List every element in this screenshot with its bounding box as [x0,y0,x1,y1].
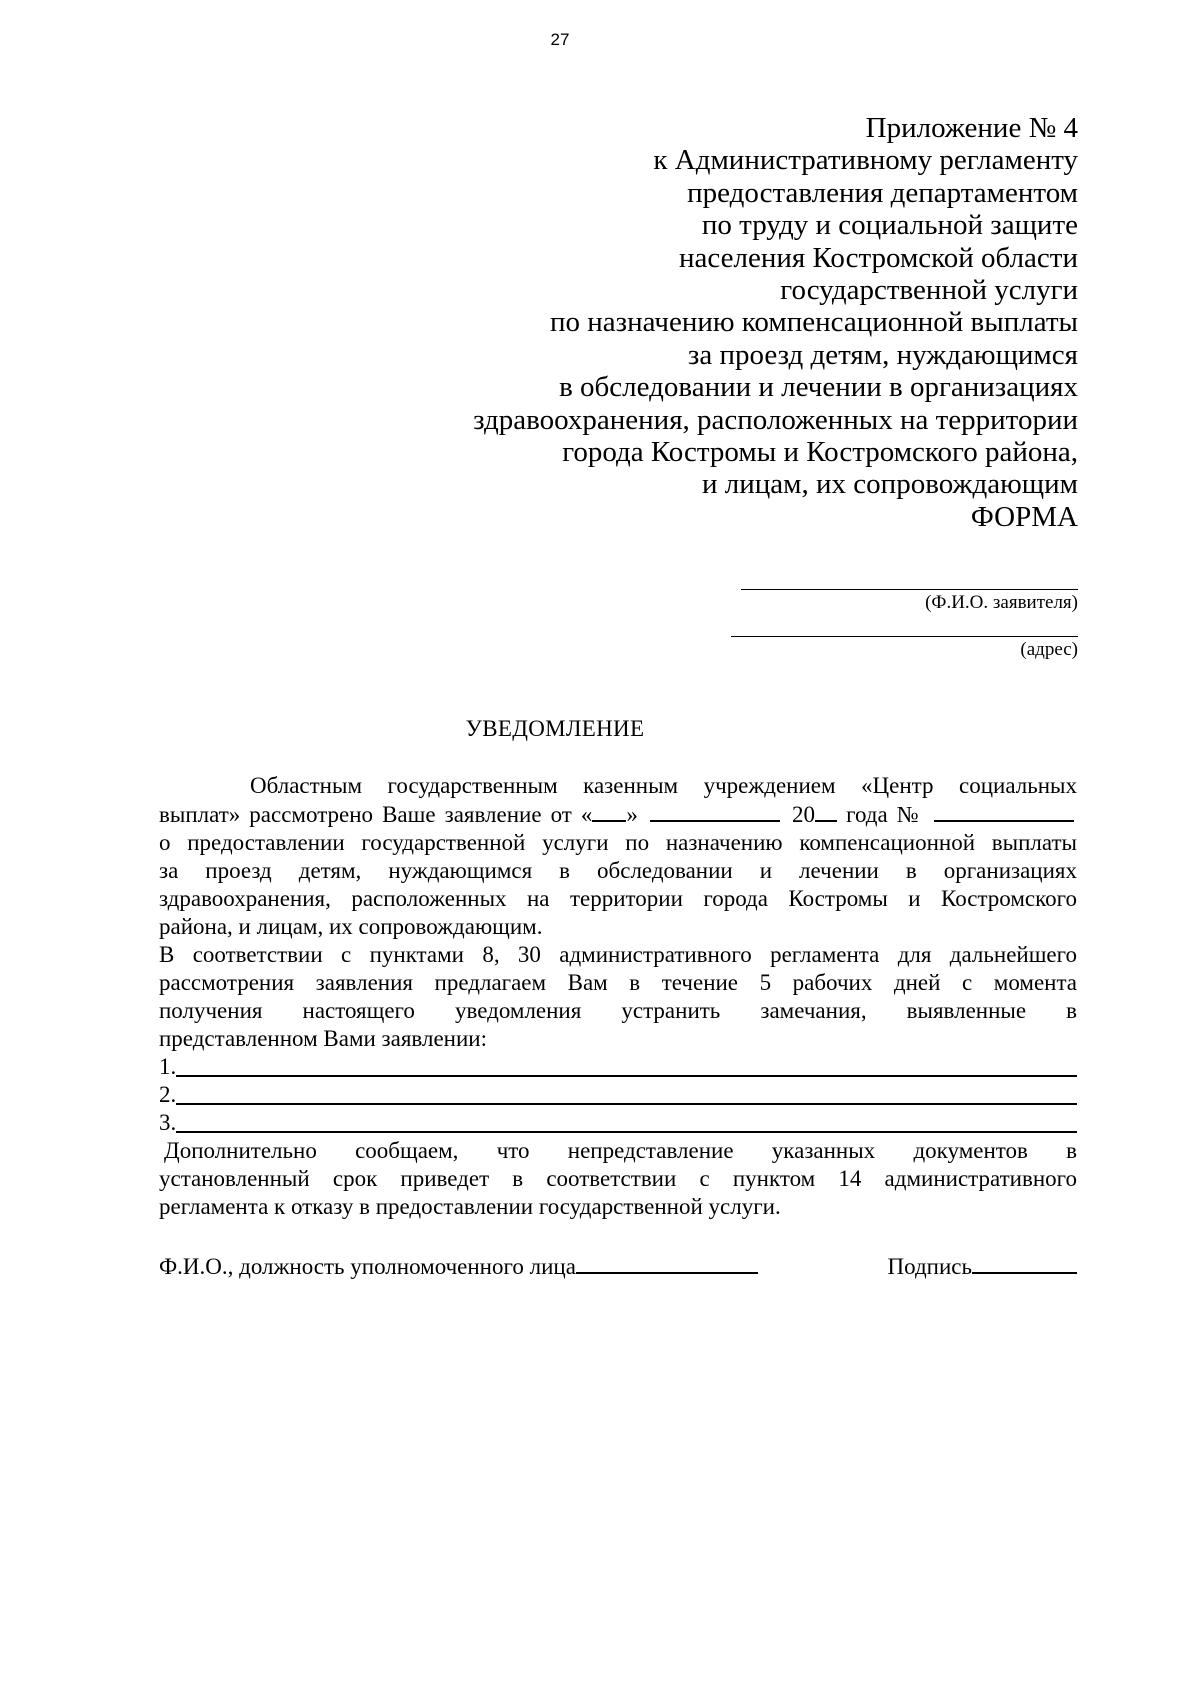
month-blank [650,800,780,822]
body-line: В соответствии с пунктами 8, 30 административного регламента для дальнейшего [159,942,1077,967]
address-line [731,636,1078,637]
remark-number: 2. [159,1082,177,1107]
official-blank [576,1252,758,1274]
applicant-name-line [741,589,1078,590]
body-text: года № [846,802,922,827]
applicant-caption: (Ф.И.О. заявителя) [925,592,1078,613]
body-line: регламента к отказу в предоставлении государственной услуги. [159,1194,781,1219]
remark-number: 3. [159,1110,177,1135]
address-caption: (адрес) [1020,639,1078,660]
appendix-line: по труду и социальной защите [701,209,1078,242]
appendix-line: здравоохранения, расположенных на территории [473,403,1078,436]
body-text: выплат» рассмотрено Ваше заявление от « [159,802,593,827]
body-line-date [159,800,1077,829]
body-line: Областным государственным казенным учреждением «Центр социальных [250,773,1077,798]
body-line: представленном Вами заявлении: [159,1026,487,1051]
sign-label: Подпись [887,1254,972,1279]
body-line: о предоставлении государственной услуги по назначению компенсационной выплаты [159,830,1077,855]
body-line: рассмотрения заявления предлагаем Вам в течение 5 рабочих дней с момента [159,970,1077,995]
body-text: 20 [792,802,816,827]
body-text: » [626,802,638,827]
notice-body [159,772,1077,1221]
appendix-line: по назначению компенсационной выплаты [550,306,1078,339]
appendix-line: города Костромы и Костромского района, [562,436,1078,469]
day-blank [592,800,626,822]
official-label: Ф.И.О., должность уполномоченного лица [159,1254,576,1279]
page-number: 27 [550,30,570,49]
remark-line-1 [159,1053,1077,1081]
form-label: ФОРМА [970,500,1078,533]
remark-rule [176,1109,1077,1133]
body-line: установленный срок приведет в соответствии с пунктом 14 административного [159,1166,1077,1191]
application-number-blank [934,800,1074,822]
appendix-line: населения Костромской области [679,241,1078,274]
body-line: района, и лицам, их сопровождающим. [159,914,543,939]
appendix-line: за проезд детям, нуждающимся [687,338,1078,371]
appendix-header [473,112,1078,533]
body-line: здравоохранения, расположенных на территории города Костромы и Костромского [159,886,1077,911]
official-signature-block [159,1252,758,1280]
appendix-line: к Административному регламенту [653,144,1078,177]
signature-row [159,1252,1077,1280]
appendix-line: предоставления департаментом [687,176,1078,209]
sign-blank [972,1252,1077,1274]
appendix-line: Приложение № 4 [865,112,1078,144]
document-title: УВЕДОМЛЕНИЕ [465,716,645,741]
body-line: Дополнительно сообщаем, что непредставление указанных документов в [164,1138,1077,1163]
remark-line-3 [159,1109,1077,1137]
body-line: получения настоящего уведомления устранить замечания, выявленные в [159,998,1077,1023]
remark-rule [176,1081,1077,1105]
sign-block [888,1252,1077,1280]
body-line: за проезд детям, нуждающимся в обследовании и лечении в организациях [159,858,1077,883]
remark-number: 1. [159,1054,177,1079]
remark-rule [176,1053,1077,1077]
year-blank [815,800,837,822]
appendix-line: государственной услуги [780,274,1078,307]
appendix-line: и лицам, их сопровождающим [702,468,1078,501]
appendix-line: в обследовании и лечении в организациях [559,371,1078,404]
remark-line-2 [159,1081,1077,1109]
